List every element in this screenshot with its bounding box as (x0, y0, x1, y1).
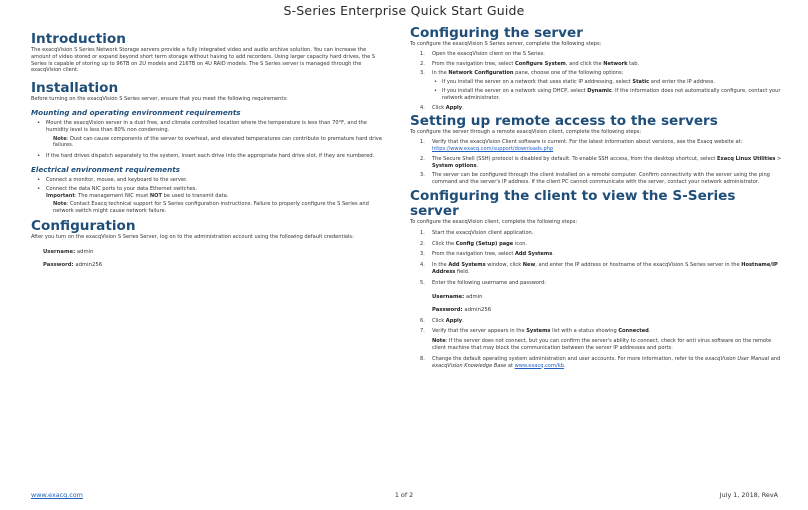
step-item: 1. Start the exacqVision client application. (420, 229, 534, 236)
note-text: : Contact Exacq technical support for S Series configuration instructions. Failure to properly configure the S Series and network switch might cause network failure. (53, 201, 369, 215)
introduction-text: The exacqVision S Series Network Storage servers provide a fully integrated video and audio archive solution. You can increase the amount of video stored or expand beyond short term storage without having to add recorders. Using larger capacity hard drives, the S Series is capable of storing up to 96TB on 2U models and 216TB on 4U RAID models. The S Series server is managed through the exacqVision client. (31, 47, 376, 74)
important-label: Important (46, 192, 75, 199)
configuring-server-heading: Configuring the server (410, 25, 583, 41)
network-tab-label: Network (603, 60, 628, 67)
knowledge-base-link[interactable]: www.exacq.com/kb (514, 362, 564, 369)
user-manual-title: exacqVision User Manual (705, 355, 770, 362)
system-options-label: System options (432, 162, 477, 169)
configuring-client-heading: Configuring the client to view the S-Series server (410, 187, 736, 219)
note-text: : Dust can cause components of the server to overheat, and elevated temperatures can contribute to premature hard drive failures. (53, 135, 382, 149)
step-item: 1. Verify that the exacqVision Client software is current. For the latest information about versions, see the Exacq website at: https://www.exacq.com/support/downloads.php (420, 139, 743, 152)
configure-system-label: Configure System (514, 60, 566, 67)
step-text: . (462, 317, 464, 324)
step-text: From the navigation tree, select (432, 251, 515, 258)
step-text: Click (432, 317, 446, 324)
step-text: From the navigation tree, select (432, 60, 515, 67)
client-steps (410, 230, 786, 335)
step-text: Start the exacqVision client application. (432, 229, 534, 236)
apply-label: Apply (445, 317, 463, 324)
password-line (31, 262, 383, 269)
option-text: If you install the server on a network using DHCP, select (442, 87, 588, 94)
password-value: admin256 (73, 261, 103, 268)
step-text: > (775, 155, 782, 162)
step-item: 7. Verify that the server appears in the Systems list with a status showing Connected. (420, 328, 651, 335)
step-item: 2. Click the Config (Setup) page icon. (420, 240, 528, 247)
step-text: . (462, 104, 464, 111)
linux-utilities-label: Exacq Linux Utilities (717, 155, 776, 162)
step-text: field. (455, 268, 470, 275)
connected-status-label: Connected (618, 328, 649, 335)
step-item: 8. Change the default operating system administration and user accounts. For more information, refer to the exacqVision User Manual and exacqVision Knowledge Base at www.exacq.com/kb. (420, 355, 781, 369)
option-text: . If the information does not automatically configure, contact your network administrator. (442, 87, 781, 101)
important-text-end: be used to transmit data. (162, 192, 229, 199)
knowledge-base-title: exacqVision Knowledge Base (432, 362, 507, 369)
list-item (432, 79, 786, 86)
step-item: 5. Enter the following username and password: Username: admin Password: admin256 (410, 280, 786, 314)
mounting-heading: Mounting and operating environment requirements (31, 107, 241, 117)
add-systems-window-label: Add Systems (448, 262, 486, 269)
page-title: S-Series Enterprise Quick Start Guide (283, 3, 525, 18)
list-item: • Connect a monitor, mouse, and keyboard to the server. (31, 177, 383, 184)
configuring-client-intro: To configure the exacqVision client, complete the following steps: (410, 218, 578, 225)
list-item-text: Connect the data NIC ports to your data Ethernet switches. (46, 185, 198, 192)
step-text: In the (432, 70, 449, 77)
note-label: Note (53, 135, 67, 142)
step-item: 6. Click Apply. (420, 317, 464, 324)
password-label: Password: (43, 261, 74, 268)
step-text: Verify that the exacqVision Client software is current. For the latest information about versions, see the Exacq website at: (432, 139, 743, 146)
password-label: Password: (432, 306, 463, 313)
username-label: Username: (432, 293, 465, 300)
configuration-text: After you turn on the exacqVision S Series Server, log on to the administration account using the following default credentials: (31, 233, 354, 240)
client-note (410, 338, 786, 352)
step-text: . (648, 328, 651, 335)
step-text: , and enter the IP address or hostname of the exacqVision S Series server in the (535, 262, 742, 269)
username-value: admin (464, 293, 483, 300)
username-value: admin (75, 248, 94, 255)
installation-text: Before turning on the exacqVision S Series server, ensure that you meet the following requirements: (31, 96, 288, 103)
step-text: . (552, 251, 554, 258)
footer-page-number: 1 of 2 (394, 491, 414, 499)
step-text: at (506, 362, 515, 369)
mounting-note (31, 136, 383, 150)
static-label: Static (632, 79, 650, 86)
important-not: NOT (149, 192, 162, 199)
list-item (432, 88, 786, 102)
add-systems-label: Add Systems (514, 251, 553, 258)
list-item: • If the hard drives dispatch separately to the system, insert each drive into the appropriate hard drive slot, if they are numbered. (31, 153, 383, 160)
left-column (31, 26, 383, 269)
step-item: 3. From the navigation tree, select Add Systems. (420, 251, 554, 258)
username-line (31, 249, 383, 256)
list-item (31, 186, 383, 200)
step-text: pane, choose one of the following options: (513, 70, 624, 77)
list-item: • Mount the exacqVision server in a dust free, and climate controlled location where the temperature is less than 70°F, and the humidity level is less than 80% non condensing. (31, 120, 383, 134)
option-text: If you install the server on a network that uses static IP addressing, select (442, 79, 633, 86)
password-value: admin256 (462, 306, 492, 313)
important-text: : The management NIC must (74, 192, 150, 199)
step-text: Enter the following username and password: (432, 279, 546, 286)
network-configuration-label: Network Configuration (448, 70, 514, 77)
mounting-list (31, 120, 383, 134)
dynamic-label: Dynamic (587, 87, 612, 94)
right-column (410, 26, 786, 372)
client-username-line (432, 294, 786, 301)
systems-list-label: Systems (526, 328, 551, 335)
remote-access-heading: Setting up remote access to the servers (410, 113, 718, 130)
username-label: Username: (43, 248, 76, 255)
step-text: . (476, 162, 479, 169)
remote-access-intro: To configure the server through a remote exacqVision client, complete the following steps: (410, 129, 642, 136)
apply-label: Apply (445, 104, 463, 111)
electrical-list (31, 177, 383, 199)
step-item: 1. Open the exacqVision client on the S Series. (420, 50, 545, 57)
step-item: 3. The server can be configured through the client installed on a remote computer. Confirm connectivity with the server using the ping command and the server's IP address. If the client PC cannot communicate with the server, contact your network administrator. (420, 172, 770, 186)
footer-website-link[interactable]: www.exacq.com (31, 491, 83, 499)
hostname-field-label: Hostname/IP Address (432, 262, 778, 275)
downloads-link[interactable]: https://www.exacq.com/support/downloads.php (432, 145, 554, 152)
step-text: . (563, 362, 566, 369)
introduction-heading: Introduction (31, 31, 126, 47)
note-label: Note (53, 201, 67, 208)
note-text: : If the server does not connect, but you can confirm the server's ability to connect, check for anti virus software on the remote client machine that may block the communication between the server IP addresses and ports. (432, 338, 772, 351)
step-text: In the (432, 262, 449, 269)
installation-heading: Installation (31, 80, 119, 97)
step-text: Verify that the server appears in the (432, 328, 527, 335)
step-text: , and click the (565, 60, 604, 67)
electrical-heading: Electrical environment requirements (31, 164, 180, 174)
step-text: icon. (513, 240, 528, 247)
step-text: window, click (485, 262, 523, 269)
step-item: 3. In the Network Configuration pane, choose one of the following options: • If you install the server on a network that uses static IP addressing, select Static and enter the IP address. • If you install the server on a network using DHCP, select Dynamic. If the information does not automatically configure, contact your network administrator. (410, 70, 786, 101)
network-options (432, 79, 786, 101)
client-steps-cont (410, 356, 786, 370)
step-text: Click the (432, 240, 456, 247)
configuring-server-intro: To configure the exacqVision S Series server, complete the following steps: (410, 41, 602, 47)
new-label: New (522, 262, 536, 269)
remote-steps (410, 139, 786, 186)
config-page-label: Config (Setup) page (455, 240, 514, 247)
step-text: Open the exacqVision client on the S Series. (432, 50, 545, 57)
server-steps (410, 51, 786, 112)
step-item: 2. The Secure Shell (SSH) protocol is disabled by default. To enable SSH access, from the desktop shortcut, select Exacq Linux Utilities > System options. (420, 155, 782, 169)
step-text: The Secure Shell (SSH) protocol is disabled by default. To enable SSH access, from the desktop shortcut, select (432, 155, 718, 162)
step-item: 4. Click Apply. (420, 104, 464, 111)
step-item: 2. From the navigation tree, select Configure System, and click the Network tab. (420, 60, 640, 67)
step-text: list with a status showing (550, 328, 619, 335)
note-label: Note (432, 338, 446, 345)
step-text: and (769, 355, 781, 362)
step-text: tab. (627, 60, 640, 67)
step-text: The server can be configured through the client installed on a remote computer. Confirm connectivity with the server using the ping command and the server's IP address. If the client PC cannot communicate with the server, contact your network administrator. (432, 172, 770, 186)
electrical-note (31, 201, 383, 215)
step-text: Click (432, 104, 446, 111)
option-text: and enter the IP address. (649, 79, 716, 86)
mounting-list-2 (31, 153, 383, 160)
configuration-heading: Configuration (31, 217, 136, 234)
footer-date: July 1, 2018, RevA (719, 491, 778, 499)
step-item: 4. In the Add Systems window, click New, and enter the IP address or hostname of the exacqVision S Series server in the Hostname/IP Address field. (420, 262, 778, 275)
client-password-line (432, 307, 786, 314)
step-text: Change the default operating system administration and user accounts. For more information, refer to the (432, 355, 706, 362)
